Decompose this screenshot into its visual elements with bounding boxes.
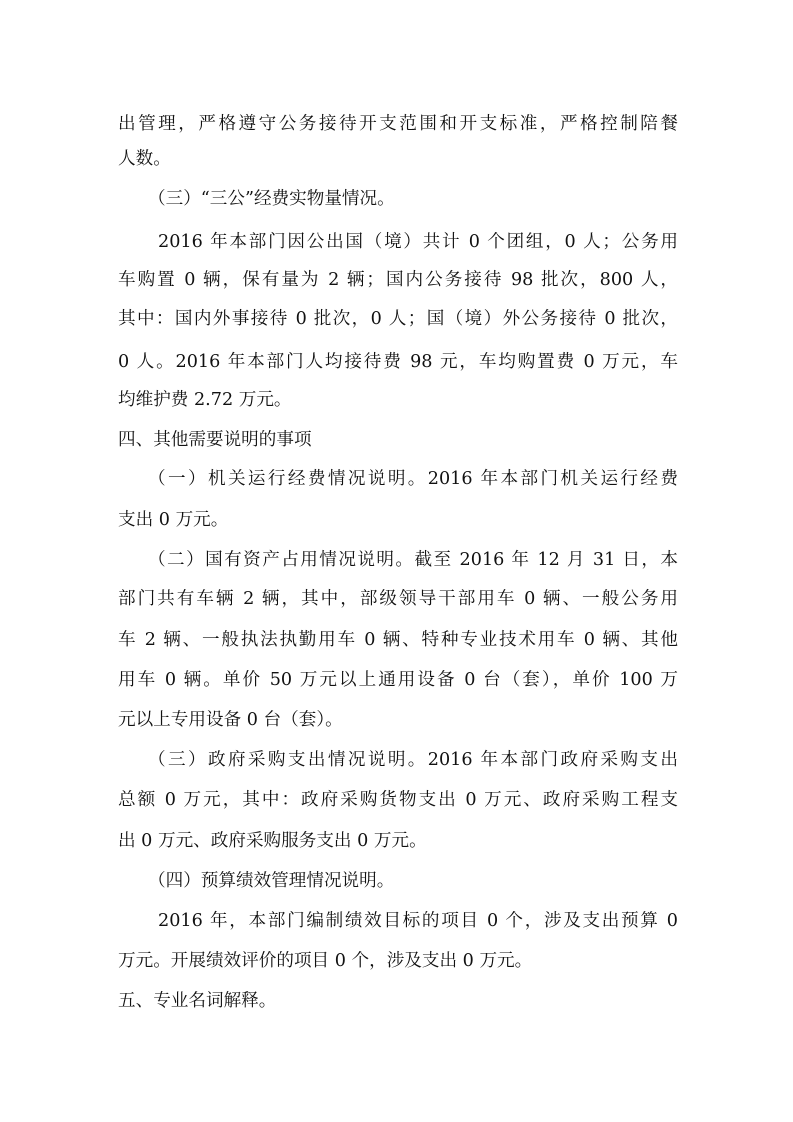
section-heading: （四）预算绩效管理情况说明。 — [148, 871, 395, 891]
paragraph-line: 2016 年，本部门编制绩效目标的项目 0 个，涉及支出预算 0 — [158, 911, 678, 931]
paragraph-line: 人数。 — [118, 149, 171, 169]
paragraph-line: 元以上专用设备 0 台（套）。 — [118, 710, 343, 730]
paragraph-line: 出 0 万元、政府采购服务支出 0 万元。 — [118, 831, 427, 851]
paragraph-line: 万元。开展绩效评价的项目 0 个，涉及支出 0 万元。 — [118, 951, 533, 971]
paragraph-line: 车购置 0 辆，保有量为 2 辆；国内公务接待 98 批次，800 人， — [118, 270, 678, 290]
paragraph-line: 支出 0 万元。 — [118, 510, 229, 530]
section-heading: 五、专业名词解释。 — [118, 991, 277, 1011]
paragraph-line: （三）政府采购支出情况说明。2016 年本部门政府采购支出 — [148, 750, 678, 770]
paragraph-line: （一）机关运行经费情况说明。2016 年本部门机关运行经费 — [148, 469, 678, 489]
paragraph-line: 0 人。2016 年本部门人均接待费 98 元，车均购置费 0 万元，车 — [118, 352, 678, 372]
paragraph-line: 车 2 辆、一般执法执勤用车 0 辆、特种专业技术用车 0 辆、其他 — [118, 630, 678, 650]
paragraph-line: 其中：国内外事接待 0 批次，0 人；国（境）外公务接待 0 批次， — [118, 309, 678, 329]
paragraph-line: 出管理，严格遵守公务接待开支范围和开支标准，严格控制陪餐 — [118, 114, 678, 134]
paragraph-line: 总额 0 万元，其中：政府采购货物支出 0 万元、政府采购工程支 — [118, 790, 678, 810]
section-heading: （三）“三公”经费实物量情况。 — [148, 189, 395, 209]
paragraph-line: 用车 0 辆。单价 50 万元以上通用设备 0 台（套），单价 100 万 — [118, 670, 678, 690]
paragraph-line: 2016 年本部门因公出国（境）共计 0 个团组，0 人；公务用 — [158, 232, 678, 252]
paragraph-line: 部门共有车辆 2 辆，其中，部级领导干部用车 0 辆、一般公务用 — [118, 589, 678, 609]
paragraph-line: （二）国有资产占用情况说明。截至 2016 年 12 月 31 日，本 — [148, 550, 678, 570]
paragraph-line: 均维护费 2.72 万元。 — [118, 390, 292, 410]
section-heading: 四、其他需要说明的事项 — [118, 430, 312, 450]
